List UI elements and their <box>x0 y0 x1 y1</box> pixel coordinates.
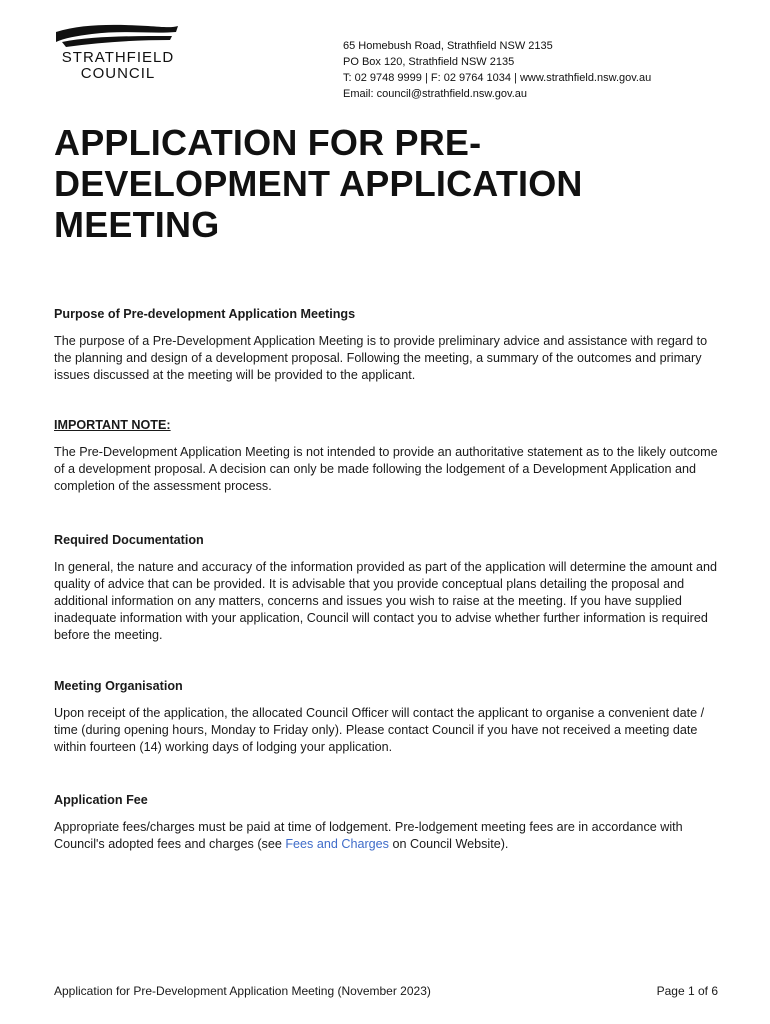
section-body: The Pre-Development Application Meeting is not intended to provide an authoritative statement as to the likely outcome of a development proposal. A decision can only be made following the lodgement of a Development Application and completion of the assessment process. <box>54 445 718 493</box>
footer-page-number: Page 1 of 6 <box>656 984 718 998</box>
section-heading: Application Fee <box>54 793 148 807</box>
fee-text-after: on Council Website). <box>388 837 509 851</box>
contact-block <box>343 38 651 102</box>
section-heading: Meeting Organisation <box>54 679 183 693</box>
contact-email: Email: council@strathfield.nsw.gov.au <box>343 88 527 100</box>
section-body <box>54 819 722 853</box>
footer-document-title: Application for Pre-Development Application Meeting (November 2023) <box>54 984 431 998</box>
section-required-documentation <box>54 532 722 644</box>
section-meeting-organisation <box>54 678 722 756</box>
logo-line-1: STRATHFIELD <box>61 49 175 66</box>
contact-address: 65 Homebush Road, Strathfield NSW 2135 <box>343 40 553 52</box>
swoosh-logo-icon <box>52 22 182 50</box>
section-body: In general, the nature and accuracy of the information provided as part of the application will determine the amount and quality of advice that can be provided. It is advisable that you provide conceptual plans detailing the proposal and additional information on any matters, concerns and issues you wish to raise at the meeting. If you have supplied inadequate information with your application, Council will contact you to advise whether further information is required before the meeting. <box>54 560 717 642</box>
section-heading: Required Documentation <box>54 533 204 547</box>
section-heading: Purpose of Pre-development Application Meetings <box>54 307 356 321</box>
council-logo <box>52 22 182 86</box>
fees-and-charges-link[interactable]: Fees and Charges <box>285 837 389 851</box>
section-application-fee <box>54 792 722 853</box>
section-body: Upon receipt of the application, the allocated Council Officer will contact the applicant to organise a convenient date / time (during opening hours, Monday to Friday only). Please contact Council if you have not received a meeting date within fourteen (14) working days of lodging your application. <box>54 706 705 754</box>
section-purpose <box>54 306 722 384</box>
section-body: The purpose of a Pre-Development Application Meeting is to provide preliminary advice and assistance with regard to the planning and design of a development proposal. Following the meeting, a summary of the outcomes and primary issues discussed at the meeting will be provided to the applicant. <box>54 334 708 382</box>
contact-phone-line: T: 02 9748 9999 | F: 02 9764 1034 | www.strathfield.nsw.gov.au <box>343 72 652 84</box>
page-title: APPLICATION FOR PRE-DEVELOPMENT APPLICATION MEETING <box>54 122 583 245</box>
logo-line-2: COUNCIL <box>80 65 156 82</box>
contact-po-box: PO Box 120, Strathfield NSW 2135 <box>343 56 515 68</box>
fee-text-before: Appropriate fees/charges must be paid at time of lodgement. Pre-lodgement meeting fees are in accordance with Council's adopted fees and charges (see <box>54 820 683 851</box>
section-important-note <box>54 417 722 495</box>
section-heading: IMPORTANT NOTE: <box>54 418 171 432</box>
